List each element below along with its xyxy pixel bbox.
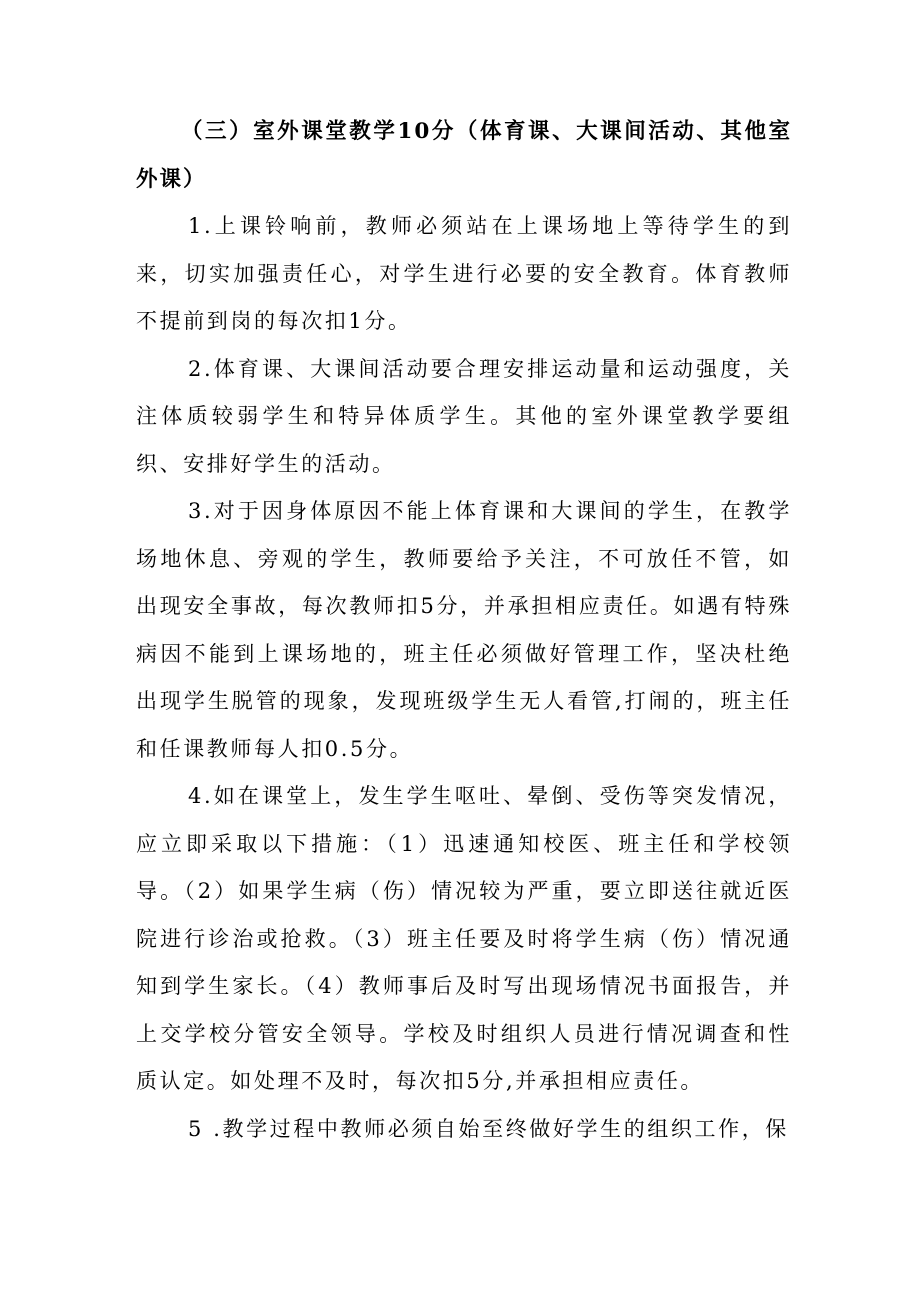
paragraph-1: 1.上课铃响前，教师必须站在上课场地上等待学生的到来，切实加强责任心，对学生进行必要的安全教育。体育教师不提前到岗的每次扣1分。 bbox=[136, 214, 792, 333]
paragraph-5: 5 .教学过程中教师必须自始至终做好学生的组织工作，保 bbox=[188, 1116, 789, 1141]
section-heading: （三）室外课堂教学10分（体育课、大课间活动、其他室外课） bbox=[136, 119, 792, 192]
document-body bbox=[136, 108, 792, 1153]
paragraph-2: 2.体育课、大课间活动要合理安排运动量和运动强度，关注体质较弱学生和特异体质学生。其他的室外课堂教学要组织、安排好学生的活动。 bbox=[136, 356, 792, 476]
paragraph-3: 3.对于因身体原因不能上体育课和大课间的学生，在教学场地休息、旁观的学生，教师要给予关注，不可放任不管，如出现安全事故，每次教师扣5分，并承担相应责任。如遇有特殊病因不能到上课场地的，班主任必须做好管理工作，坚决杜绝出现学生脱管的现象，发现班级学生无人看管,打闹的，班主任和任课教师每人扣0.5分。 bbox=[136, 499, 792, 761]
paragraph-4: 4.如在课堂上，发生学生呕吐、晕倒、受伤等突发情况，应立即采取以下措施：（1）迅速通知校医、班主任和学校领导。（2）如果学生病（伤）情况较为严重，要立即送往就近医院进行诊治或抢救。（3）班主任要及时将学生病（伤）情况通知到学生家长。（4）教师事后及时写出现场情况书面报告，并上交学校分管安全领导。学校及时组织人员进行情况调查和性质认定。如处理不及时，每次扣5分,并承担相应责任。 bbox=[136, 784, 792, 1093]
